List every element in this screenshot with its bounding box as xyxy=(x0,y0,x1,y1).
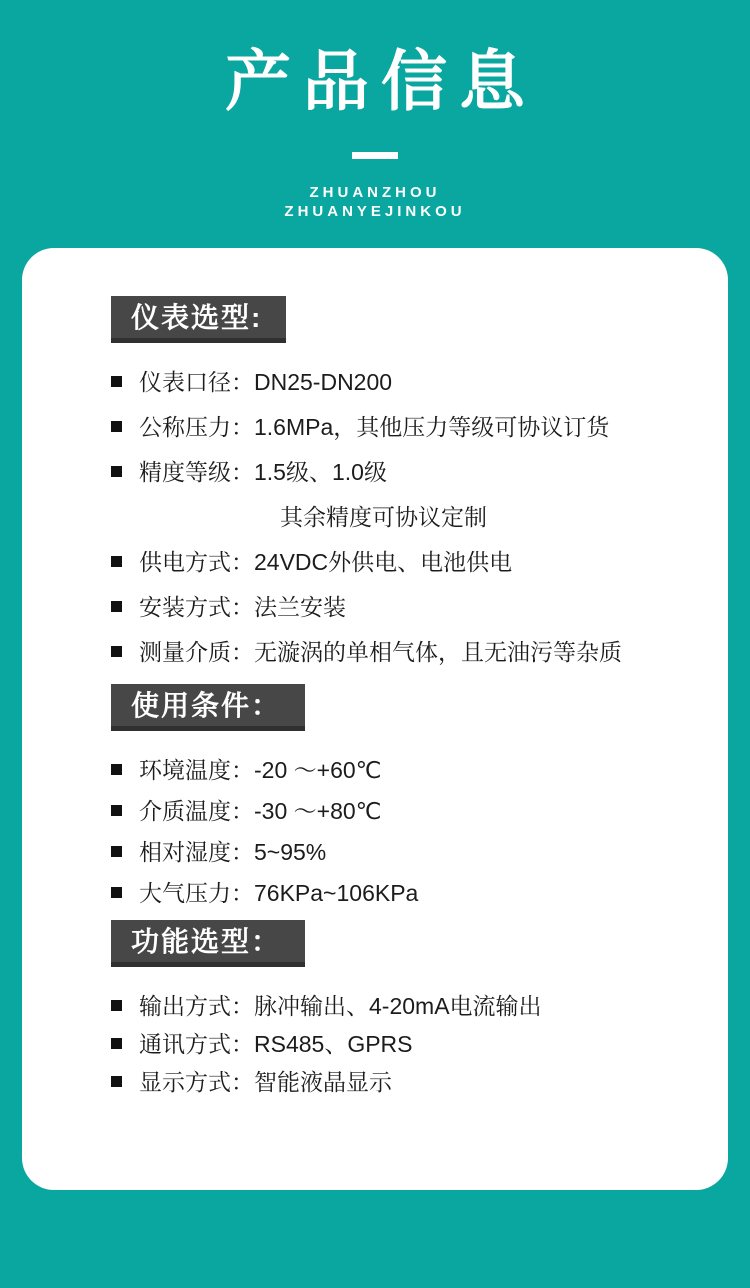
spec-text: 供电方式：24VDC外供电、电池供电 xyxy=(139,549,513,575)
spec-row xyxy=(111,547,728,577)
spec-text: 环境温度：-20 ～+60℃ xyxy=(139,757,382,783)
square-bullet-icon xyxy=(111,805,122,816)
square-bullet-icon xyxy=(111,601,122,612)
spec-text: 其余精度可协议定制 xyxy=(280,504,487,530)
spec-text: 大气压力：76KPa~106KPa xyxy=(139,880,419,906)
spec-row xyxy=(111,1067,728,1097)
divider-dash xyxy=(352,152,398,159)
spec-text: 显示方式：智能液晶显示 xyxy=(139,1069,392,1095)
spec-row xyxy=(111,412,728,442)
spec-text: 公称压力：1.6MPa，其他压力等级可协议订货 xyxy=(139,414,610,440)
spec-list xyxy=(22,755,728,908)
spec-text: 介质温度：-30 ～+80℃ xyxy=(139,798,382,824)
square-bullet-icon xyxy=(111,887,122,898)
spec-row xyxy=(111,457,728,487)
square-bullet-icon xyxy=(111,846,122,857)
spec-row xyxy=(111,637,728,667)
hero-subtitle-line1: ZHUANZHOU xyxy=(309,184,441,201)
square-bullet-icon xyxy=(111,466,122,477)
section-heading-usage-conditions: 使用条件： xyxy=(111,684,305,731)
product-info-card xyxy=(22,248,728,1190)
square-bullet-icon xyxy=(111,764,122,775)
spec-row xyxy=(111,502,728,532)
spec-row xyxy=(111,592,728,622)
spec-text: 测量介质：无漩涡的单相气体，且无油污等杂质 xyxy=(139,639,622,665)
square-bullet-icon xyxy=(111,556,122,567)
square-bullet-icon xyxy=(111,1076,122,1087)
spec-text: 安装方式：法兰安装 xyxy=(139,594,346,620)
section-usage-conditions xyxy=(22,684,728,908)
section-heading-instrument-selection: 仪表选型: xyxy=(111,296,286,343)
section-heading-function-selection: 功能选型： xyxy=(111,920,305,967)
page-title: 产品信息 xyxy=(225,44,537,118)
spec-row xyxy=(111,755,728,785)
spec-row xyxy=(111,1029,728,1059)
spec-row xyxy=(111,837,728,867)
section-heading-wrap xyxy=(111,684,728,731)
spec-text: 通讯方式：RS485、GPRS xyxy=(139,1031,413,1057)
spec-list xyxy=(22,991,728,1097)
square-bullet-icon xyxy=(111,376,122,387)
spec-text: 仪表口径：DN25-DN200 xyxy=(139,369,393,395)
spec-text: 精度等级：1.5级、1.0级 xyxy=(139,459,387,485)
square-bullet-icon xyxy=(111,1000,122,1011)
square-bullet-icon xyxy=(111,421,122,432)
hero-subtitle-line2: ZHUANYEJINKOU xyxy=(284,203,466,220)
spec-text: 相对湿度：5~95% xyxy=(139,839,327,865)
spec-row xyxy=(111,367,728,397)
section-instrument-selection xyxy=(22,296,728,667)
square-bullet-icon xyxy=(111,1038,122,1049)
section-heading-wrap xyxy=(111,296,728,343)
section-function-selection xyxy=(22,920,728,1097)
section-heading-wrap xyxy=(111,920,728,967)
hero-banner xyxy=(0,0,750,221)
spec-text: 输出方式：脉冲输出、4-20mA电流输出 xyxy=(139,993,542,1019)
spec-row xyxy=(111,991,728,1021)
spec-row xyxy=(111,878,728,908)
hero-subtitle xyxy=(0,183,750,221)
square-bullet-icon xyxy=(111,646,122,657)
spec-list xyxy=(22,367,728,667)
spec-row xyxy=(111,796,728,826)
